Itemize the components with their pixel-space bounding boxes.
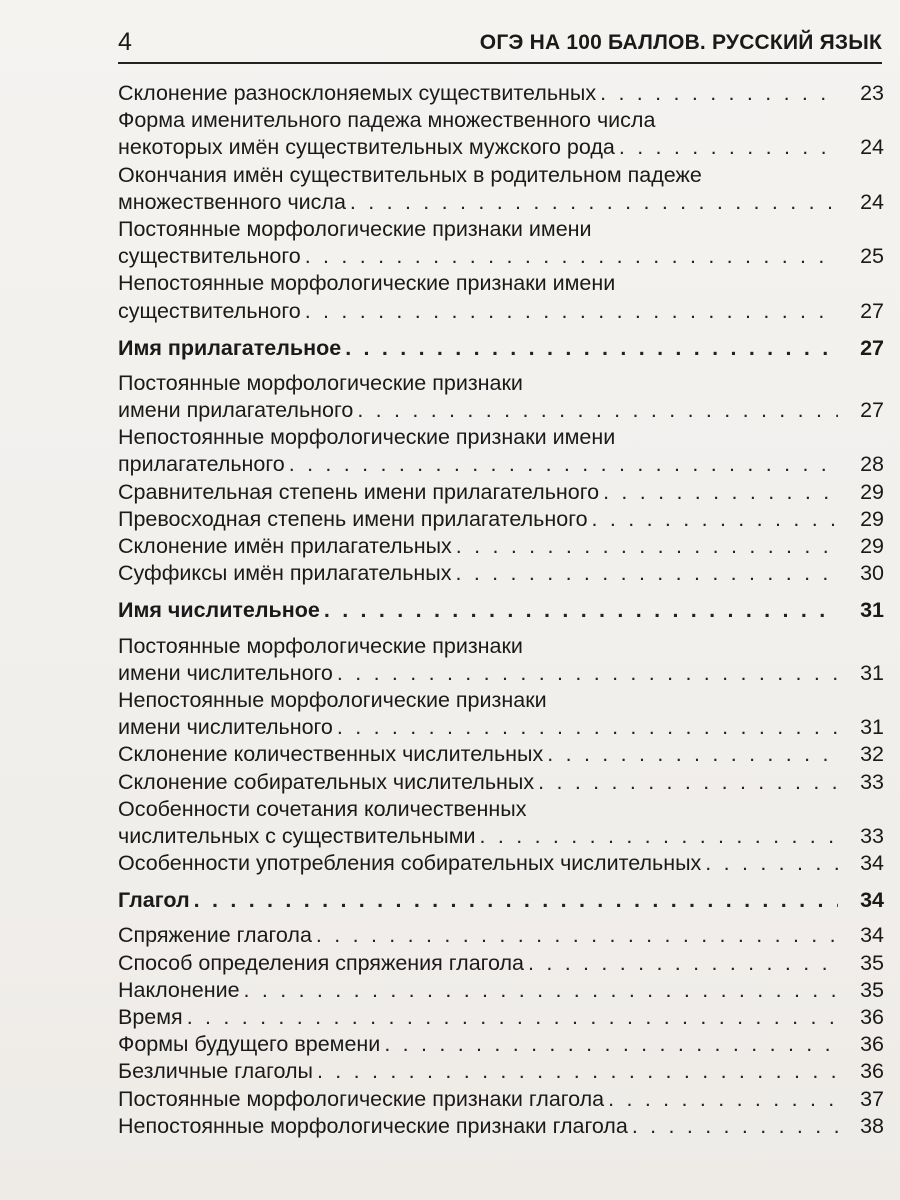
toc-page-number: 36 — [860, 1059, 884, 1084]
toc-entry — [118, 533, 884, 560]
dot-leader — [346, 189, 838, 216]
dot-leader — [604, 1086, 838, 1113]
dot-leader — [476, 823, 838, 850]
toc-entry-title: Непостоянные морфологические признаки — [118, 687, 547, 712]
toc-entry — [118, 922, 884, 949]
table-of-contents — [118, 80, 884, 1140]
toc-entry-title: Склонение разносклоняемых существительных — [118, 81, 597, 105]
toc-entry — [118, 107, 884, 161]
dot-leader — [543, 741, 838, 768]
dot-leader — [615, 134, 838, 161]
dot-leader — [320, 597, 838, 624]
dot-leader — [183, 1004, 838, 1031]
toc-entry — [118, 850, 884, 877]
dot-leader — [353, 397, 838, 424]
dot-leader — [301, 298, 838, 325]
toc-page-number: 23 — [860, 81, 884, 105]
toc-entry — [118, 370, 884, 424]
toc-entry-title: Сравнительная степень имени прилагательного — [118, 479, 600, 504]
toc-entry-title: Постоянные морфологические признаки глагола — [118, 1086, 605, 1111]
toc-page-number: 31 — [860, 598, 884, 623]
toc-entry-title: Формы будущего времени — [118, 1032, 381, 1057]
toc-page-number: 25 — [860, 244, 884, 269]
toc-entry — [118, 741, 884, 768]
dot-leader — [341, 335, 838, 362]
toc-entry-title: числительных с существительными — [118, 823, 476, 848]
dot-leader — [240, 977, 838, 1004]
toc-entry-title: множественного числа — [118, 189, 346, 214]
toc-entry-title: Непостоянные морфологические признаки имени — [118, 425, 616, 450]
toc-page-number: 28 — [860, 452, 884, 477]
toc-page-number: 29 — [860, 534, 884, 558]
toc-entry — [118, 506, 884, 533]
toc-page-number: 36 — [860, 1032, 884, 1057]
dot-leader — [534, 769, 838, 796]
dot-leader — [599, 479, 838, 506]
dot-leader — [588, 506, 838, 533]
dot-leader — [628, 1113, 838, 1140]
toc-entry-title: имени прилагательного — [118, 398, 354, 423]
toc-entry-title: существительного — [118, 244, 301, 269]
toc-page-number: 37 — [860, 1086, 884, 1111]
toc-entry-title: Постоянные морфологические признаки — [118, 370, 523, 395]
toc-entry-title: Спряжение глагола — [118, 923, 312, 948]
toc-entry-title: имени числительного — [118, 660, 333, 685]
toc-page-number: 36 — [860, 1005, 884, 1029]
toc-page-number: 33 — [860, 823, 884, 848]
toc-page-number: 35 — [860, 950, 884, 975]
toc-page-number: 33 — [860, 769, 884, 794]
toc-page-number: 27 — [860, 335, 884, 360]
toc-entry-title: Глагол — [118, 888, 190, 913]
toc-entry — [118, 80, 884, 107]
dot-leader — [380, 1031, 838, 1058]
toc-entry-title: Непостоянные морфологические признаки глагола — [118, 1113, 628, 1138]
toc-entry-title: Склонение имён прилагательных — [118, 534, 452, 558]
toc-entry — [118, 1004, 884, 1031]
toc-entry — [118, 424, 884, 478]
toc-entry-title: существительного — [118, 298, 301, 323]
toc-entry-title: Особенности употребления собирательных числительных — [118, 851, 702, 876]
toc-page-number: 31 — [860, 660, 884, 685]
toc-entry-title: прилагательного — [118, 452, 285, 477]
toc-entry — [118, 479, 884, 506]
toc-page-number: 32 — [860, 742, 884, 767]
toc-section-heading — [118, 335, 884, 362]
toc-entry-title: Склонение собирательных числительных — [118, 769, 535, 794]
dot-leader — [452, 533, 838, 560]
toc-entry — [118, 769, 884, 796]
toc-entry-title: некоторых имён существительных мужского рода — [118, 135, 615, 160]
toc-entry — [118, 1058, 884, 1085]
toc-section-heading — [118, 887, 884, 914]
toc-entry — [118, 977, 884, 1004]
toc-page-number: 38 — [860, 1113, 884, 1138]
dot-leader — [285, 451, 838, 478]
toc-page-number: 35 — [860, 977, 884, 1002]
toc-entry-title: Постоянные морфологические признаки — [118, 633, 523, 658]
toc-entry — [118, 1113, 884, 1140]
dot-leader — [312, 922, 838, 949]
toc-entry-title: Время — [118, 1005, 183, 1029]
toc-entry — [118, 162, 884, 216]
toc-page-number: 34 — [860, 923, 884, 948]
toc-entry-title: Форма именительного падежа множественного числа — [118, 108, 656, 133]
toc-entry-title: Превосходная степень имени прилагательного — [118, 506, 588, 531]
toc-entry — [118, 560, 884, 587]
toc-page-number: 27 — [860, 398, 884, 423]
toc-page-number: 31 — [860, 715, 884, 740]
toc-entry — [118, 1086, 884, 1113]
toc-entry — [118, 1031, 884, 1058]
toc-page-number: 24 — [860, 135, 884, 160]
toc-entry-title: Наклонение — [118, 977, 240, 1002]
toc-page-number: 29 — [860, 479, 884, 504]
running-title: ОГЭ НА 100 БАЛЛОВ. РУССКИЙ ЯЗЫК — [479, 31, 882, 54]
toc-page-number: 34 — [860, 851, 884, 876]
toc-entry-title: Постоянные морфологические признаки имени — [118, 216, 592, 241]
dot-leader — [313, 1058, 838, 1085]
toc-entry — [118, 633, 884, 687]
toc-entry-title: Способ определения спряжения глагола — [118, 950, 525, 975]
dot-leader — [701, 850, 838, 877]
dot-leader — [333, 714, 838, 741]
page-header — [118, 22, 882, 64]
toc-page-number: 24 — [860, 189, 884, 214]
page-number: 4 — [118, 28, 132, 56]
toc-section-heading — [118, 597, 884, 624]
toc-entry-title: Безличные глаголы — [118, 1059, 313, 1084]
toc-entry — [118, 216, 884, 270]
toc-entry — [118, 687, 884, 741]
toc-page-number: 30 — [860, 561, 884, 586]
toc-page-number: 29 — [860, 506, 884, 531]
toc-entry — [118, 796, 884, 850]
toc-entry-title: Суффиксы имён прилагательных — [118, 561, 452, 586]
toc-entry-title: Непостоянные морфологические признаки имени — [118, 271, 616, 296]
toc-page-number: 27 — [860, 298, 884, 323]
dot-leader — [596, 80, 838, 107]
toc-entry — [118, 270, 884, 324]
dot-leader — [451, 560, 838, 587]
toc-entry-title: Особенности сочетания количественных — [118, 796, 527, 821]
dot-leader — [190, 887, 838, 914]
toc-entry-title: имени числительного — [118, 715, 333, 740]
toc-page-number: 34 — [860, 888, 884, 913]
toc-entry-title: Имя прилагательное — [118, 335, 342, 360]
dot-leader — [333, 660, 838, 687]
toc-entry — [118, 950, 884, 977]
toc-entry-title: Склонение количественных числительных — [118, 742, 544, 767]
toc-entry-title: Окончания имён существительных в родительном падеже — [118, 162, 702, 187]
toc-entry-title: Имя числительное — [118, 598, 320, 623]
dot-leader — [301, 243, 838, 270]
dot-leader — [524, 950, 838, 977]
